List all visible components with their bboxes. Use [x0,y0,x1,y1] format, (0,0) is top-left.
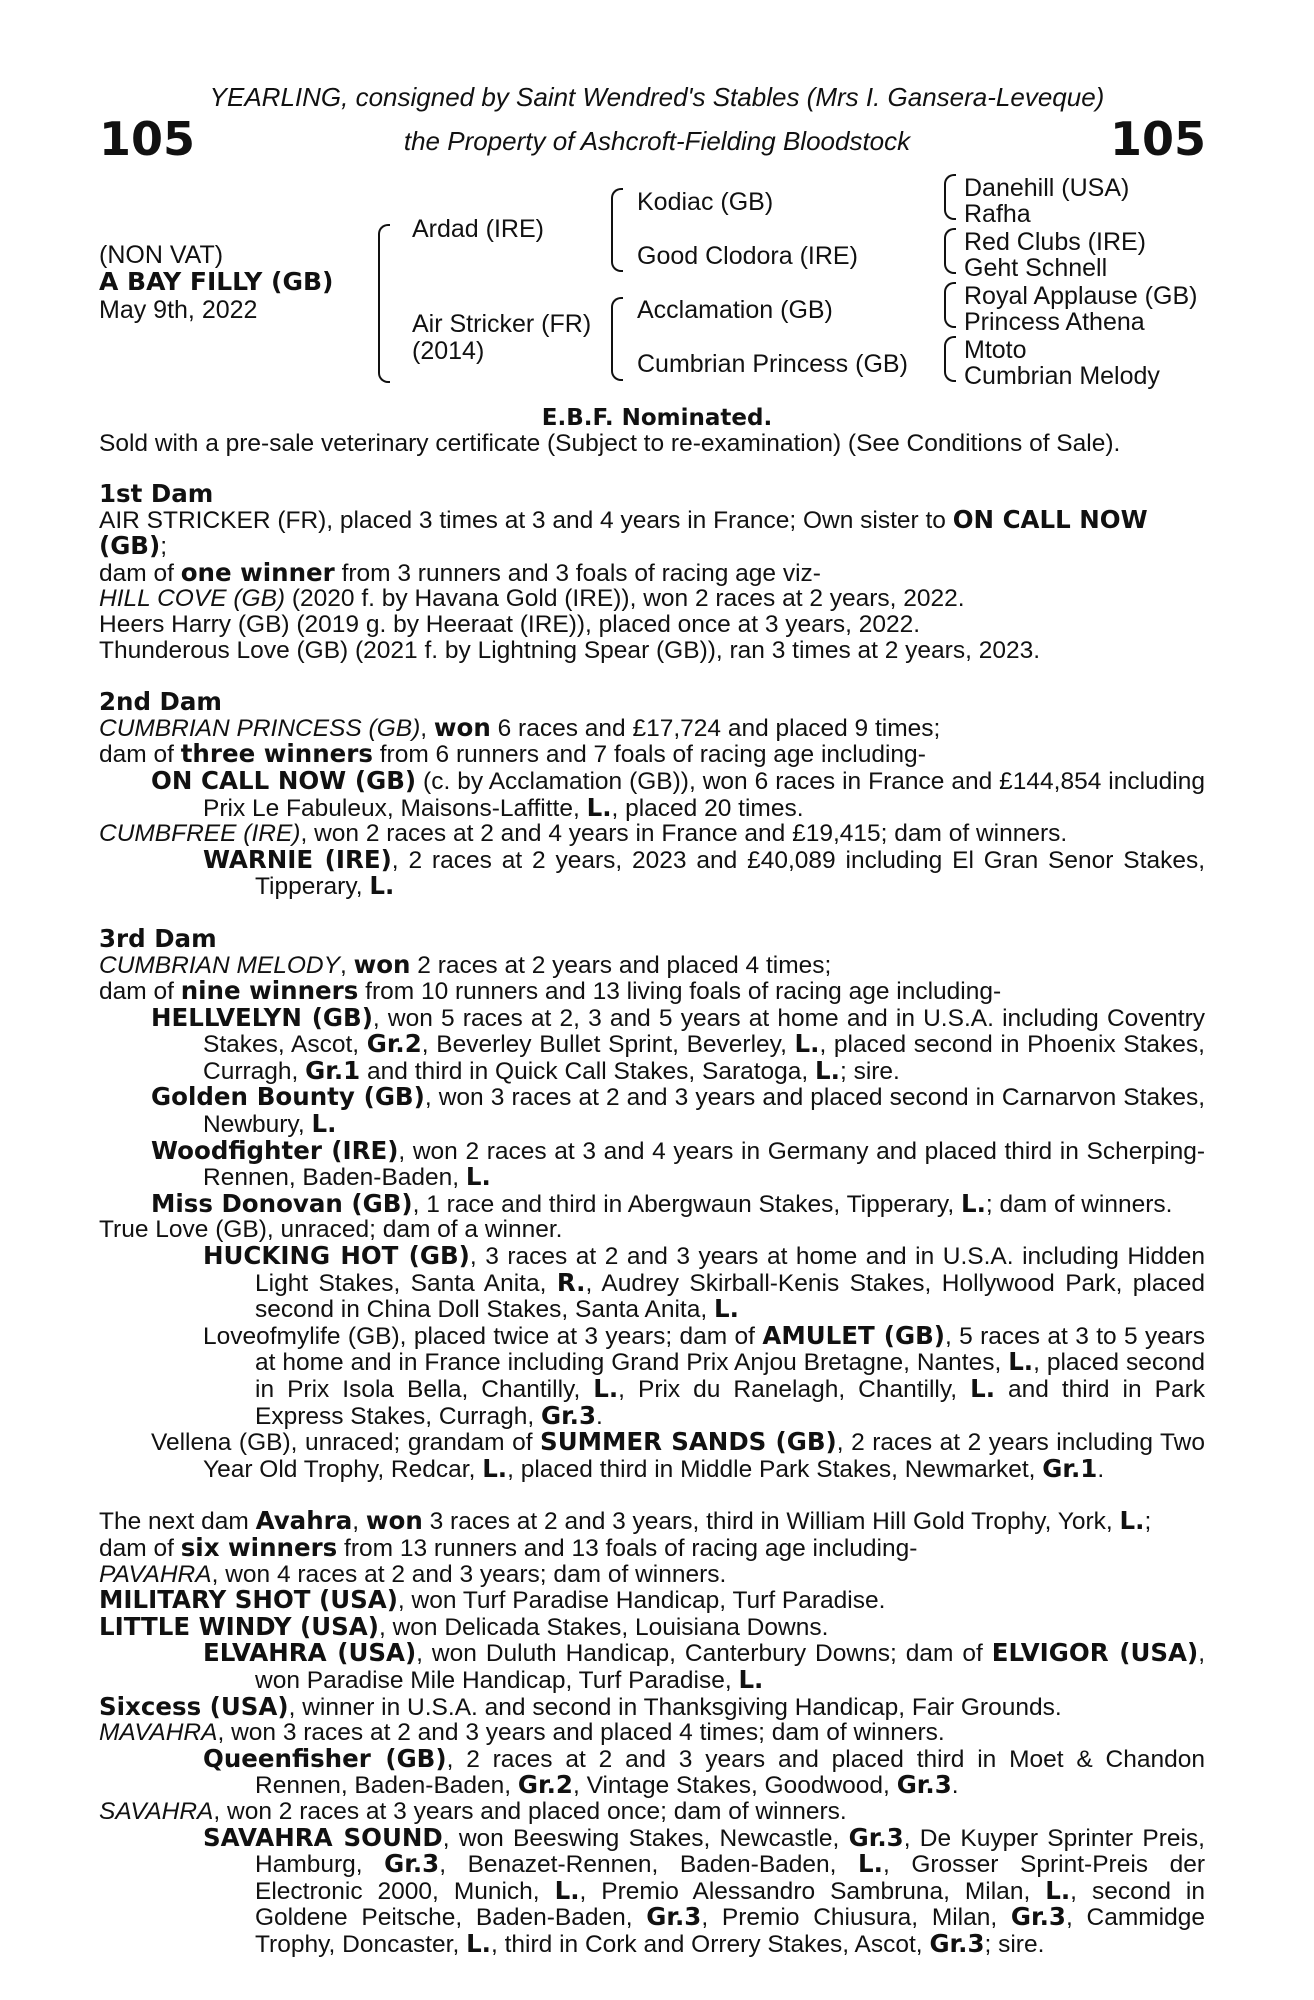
produce-vellena: Vellena (GB), unraced; grandam of SUMMER SANDS (GB), 2 races at 2 years including Two Year Old Trophy, Redcar, L., placed third in Middle Park Stakes, Newmarket, Gr.1. [151,1427,1205,1483]
pedigree-sire-sire: Kodiac (GB) [637,188,774,216]
pedigree-dam-year: (2014) [412,337,485,365]
produce-true-love: True Love (GB), unraced; dam of a winner. [99,1216,563,1244]
produce-hill-cove: HILL COVE (GB) (2020 f. by Havana Gold (IRE)), won 2 races at 2 years, 2022. [99,585,965,613]
lot-number-right: 105 [1109,112,1206,166]
produce-savahra-sound: SAVAHRA SOUND, won Beeswing Stakes, Newcastle, Gr.3, De Kuyper Sprinter Preis, Hamburg, Gr.3, Benazet-Rennen, Baden-Baden, L., Grosser Sprint-Preis der Electronic 2000, Munich, L., Premio Alessandro Sambruna, Milan, L., second in Goldene Peitsche, Baden-Baden, Gr.3, Premio Chiusura, Milan, Gr.3, Cammidge Trophy, Doncaster, L., third in Cork and Orrery Stakes, Ascot, Gr.3; sire. [203,1822,1205,1958]
pedigree-g3-6: Princess Athena [964,308,1145,336]
pedigree-dam-dam: Cumbrian Princess (GB) [637,350,908,378]
produce-on-call-now: ON CALL NOW (GB) (c. by Acclamation (GB)), won 6 races in France and £144,854 including Prix Le Fabuleux, Maisons-Laffitte, L., placed 20 times. [151,765,1206,822]
pedigree-sire-dam: Good Clodora (IRE) [637,242,858,270]
produce-mavahra: MAVAHRA, won 3 races at 2 and 3 years and placed 4 times; dam of winners. [99,1719,945,1747]
second-dam-produce-intro: dam of three winners from 6 runners and 7 foals of racing age including- [99,739,926,769]
produce-heers-harry: Heers Harry (GB) (2019 g. by Heeraat (IRE)), placed once at 3 years, 2022. [99,610,921,638]
pedigree-g3-7: Mtoto [964,336,1027,364]
produce-queenfisher: Queenfisher (GB), 2 races at 2 and 3 years and placed third in Moet & Chandon Rennen, Baden-Baden, Gr.2, Vintage Stakes, Goodwood, Gr.3. [203,1743,1205,1800]
pedigree-g3-2: Rafha [964,200,1031,228]
produce-miss-donovan: Miss Donovan (GB), 1 race and third in Abergwaun Stakes, Tipperary, L.; dam of winners. [151,1188,1173,1218]
pedigree-g3-5: Royal Applause (GB) [964,282,1198,310]
produce-hucking-hot: HUCKING HOT (GB), 3 races at 2 and 3 years at home and in U.S.A. including Hidden Light Stakes, Santa Anita, R., Audrey Skirball-Kenis Stakes, Hollywood Park, placed second in China Doll Stakes, Santa Anita, L. [203,1241,1206,1324]
produce-hellvelyn: HELLVELYN (GB), won 5 races at 2, 3 and 5 years at home and in U.S.A. including Coventry Stakes, Ascot, Gr.2, Beverley Bullet Sprint, Beverley, L., placed second in Phoenix Stakes, Curragh, Gr.1 and third in Quick Call Stakes, Saratoga, L.; sire. [151,1002,1205,1085]
catalogue-body [99,481,1205,1957]
third-dam-line1: CUMBRIAN MELODY, won 2 races at 2 years and placed 4 times; [99,949,832,979]
produce-elvahra: ELVAHRA (USA), won Duluth Handicap, Canterbury Downs; dam of ELVIGOR (USA), won Paradise Mile Handicap, Turf Paradise, L. [203,1638,1205,1694]
first-dam-heading: 1st Dam [99,479,214,508]
third-dam-heading: 3rd Dam [99,923,217,953]
second-dam-heading: 2nd Dam [99,687,222,717]
third-dam-produce-intro: dam of nine winners from 10 runners and 13 living foals of racing age including- [99,976,1002,1006]
consignor-line: YEARLING, consigned by Saint Wendred's Stables (Mrs I. Gansera-Leveque) [209,82,1105,112]
produce-thunderous-love: Thunderous Love (GB) (2021 f. by Lightning Spear (GB)), ran 3 times at 2 years, 2023. [99,636,1041,664]
pedigree-brace-ds [944,282,956,328]
produce-golden-bounty: Golden Bounty (GB), won 3 races at 2 and 3 years and placed second in Carnarvon Stakes, Newbury, L. [151,1082,1206,1139]
second-dam-line1: CUMBRIAN PRINCESS (GB), won 6 races and £17,724 and placed 9 times; [99,712,941,742]
pedigree-g3-3: Red Clubs (IRE) [964,228,1146,256]
produce-sixcess: Sixcess (USA), winner in U.S.A. and second in Thanksgiving Handicap, Fair Grounds. [99,1691,1062,1721]
pedigree-brace-sire [611,188,623,272]
produce-savahra: SAVAHRA, won 2 races at 3 years and placed once; dam of winners. [99,1797,847,1825]
produce-warnie: WARNIE (IRE), 2 races at 2 years, 2023 and £40,089 including El Gran Senor Stakes, Tipperary, L. [203,844,1205,901]
pedigree-dam: Air Stricker (FR) [412,310,592,338]
pedigree-brace-ss [944,174,956,220]
vat-status: (NON VAT) [99,241,224,269]
pedigree-g3-8: Cumbrian Melody [964,362,1160,390]
next-dam-produce-intro: dam of six winners from 13 runners and 13 foals of racing age including- [99,1532,918,1562]
first-dam-line1: AIR STRICKER (FR), placed 3 times at 3 and 4 years in France; Own sister to ON CALL NOW [99,504,1148,534]
first-dam-line1-cont: (GB); [99,531,167,561]
property-line: the Property of Ashcroft-Fielding Bloodstock [403,126,911,156]
produce-little-windy: LITTLE WINDY (USA), won Delicada Stakes, Louisiana Downs. [99,1611,829,1641]
produce-woodfighter: Woodfighter (IRE), won 2 races at 3 and 4 years in Germany and placed third in Scherping-Rennen, Baden-Baden, L. [151,1135,1205,1192]
pedigree-brace-dam [611,297,623,381]
first-dam-produce-intro: dam of one winner from 3 runners and 3 foals of racing age viz- [99,557,821,587]
lot-number-left: 105 [99,112,196,166]
pedigree-dam-sire: Acclamation (GB) [637,296,833,324]
pedigree-g3-4: Geht Schnell [964,254,1108,282]
horse-name: A BAY FILLY (GB) [99,267,334,296]
ebf-nominated: E.B.F. Nominated. [541,405,773,431]
produce-cumbfree: CUMBFREE (IRE), won 2 races at 2 and 4 years in France and £19,415; dam of winners. [99,820,1068,848]
next-dam-line1: The next dam Avahra, won 3 races at 2 and 3 years, third in William Hill Gold Trophy, York, L.; [99,1506,1152,1536]
produce-military-shot: MILITARY SHOT (USA), won Turf Paradise Handicap, Turf Paradise. [99,1585,886,1615]
produce-pavahra: PAVAHRA, won 4 races at 2 and 3 years; dam of winners. [99,1560,727,1588]
vet-certificate-note: Sold with a pre-sale veterinary certificate (Subject to re-examination) (See Conditions of Sale). [99,430,1121,457]
pedigree-sire: Ardad (IRE) [412,215,544,243]
pedigree-g3-1: Danehill (USA) [964,174,1130,202]
pedigree-brace-dd [944,336,956,382]
foaling-date: May 9th, 2022 [99,296,258,324]
pedigree-brace-sd [944,228,956,274]
pedigree-brace-main [378,224,390,383]
produce-loveofmylife: Loveofmylife (GB), placed twice at 3 years; dam of AMULET (GB), 5 races at 3 to 5 years at home and in France including Grand Prix Anjou Bretagne, Nantes, L., placed second in Prix Isola Bella, Chantilly, L., Prix du Ranelagh, Chantilly, L. and third in Park Express Stakes, Curragh, Gr.3. [203,1320,1205,1430]
